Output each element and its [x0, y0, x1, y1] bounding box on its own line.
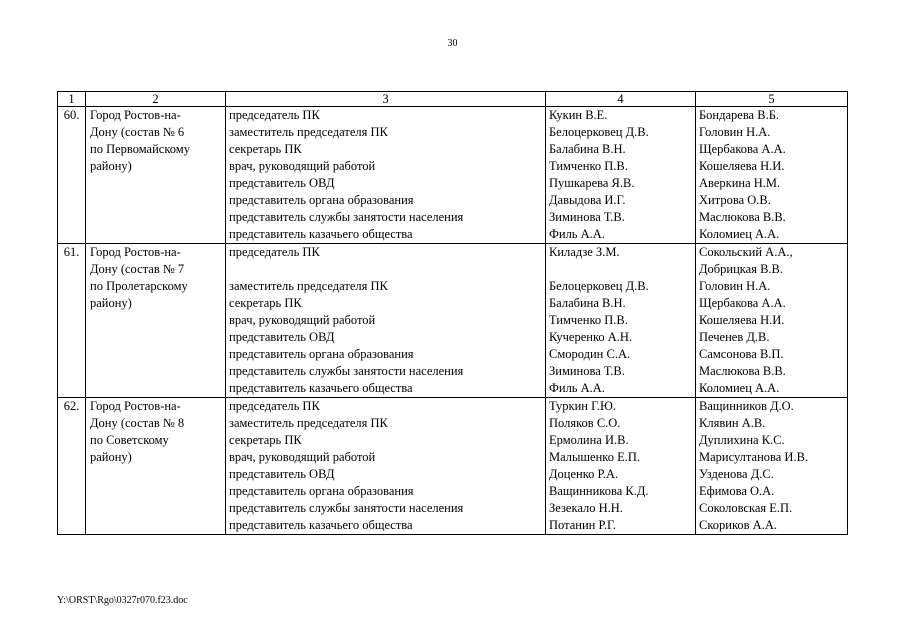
locality-line: Дону (состав № 7	[90, 262, 185, 276]
reserve-name: Аверкина Н.М.	[699, 176, 781, 190]
column-header-3: 3	[226, 92, 546, 107]
member-name: Балабина В.Н.	[549, 142, 626, 156]
locality-line: по Советскому	[90, 433, 169, 447]
member-name: Тимченко П.В.	[549, 159, 628, 173]
reserve-name: Ефимова О.А.	[699, 484, 775, 498]
reserve-name: Маслюкова В.В.	[699, 364, 786, 378]
locality-line: Дону (состав № 8	[90, 416, 185, 430]
locality-line: Город Ростов-на-	[90, 245, 181, 259]
role-line: заместитель председателя ПК	[229, 416, 388, 430]
role-line: председатель ПК	[229, 245, 320, 259]
column-header-5: 5	[696, 92, 848, 107]
member-name: Киладзе З.М.	[549, 245, 620, 259]
role-line: председатель ПК	[229, 399, 320, 413]
role-line: секретарь ПК	[229, 142, 302, 156]
member-name: Поляков С.О.	[549, 416, 621, 430]
member-cell	[546, 107, 696, 244]
table-row	[58, 107, 848, 244]
locality-line: Город Ростов-на-	[90, 399, 181, 413]
reserve-name: Головин Н.А.	[699, 125, 771, 139]
locality-line: району)	[90, 450, 132, 464]
member-name: Белоцерковец Д.В.	[549, 125, 649, 139]
member-name: Туркин Г.Ю.	[549, 399, 617, 413]
reserve-name: Маслюкова В.В.	[699, 210, 786, 224]
blank-line	[549, 261, 692, 278]
row-number: 60.	[58, 107, 86, 244]
locality-line: району)	[90, 159, 132, 173]
member-name: Пушкарева Я.В.	[549, 176, 635, 190]
role-line: секретарь ПК	[229, 296, 302, 310]
locality-line: Дону (состав № 6	[90, 125, 185, 139]
member-name: Доценко Р.А.	[549, 467, 619, 481]
member-name: Филь А.А.	[549, 227, 605, 241]
header-row	[58, 92, 848, 107]
member-name: Малышенко Е.П.	[549, 450, 640, 464]
reserve-name: Печенев Д.В.	[699, 330, 770, 344]
role-cell	[226, 398, 546, 535]
reserve-name: Узденова Д.С.	[699, 467, 774, 481]
reserve-name: Скориков А.А.	[699, 518, 777, 532]
role-line: представитель органа образования	[229, 193, 414, 207]
row-number: 61.	[58, 244, 86, 398]
member-name: Давыдова И.Г.	[549, 193, 626, 207]
reserve-name: Клявин А.В.	[699, 416, 766, 430]
member-name: Ермолина И.В.	[549, 433, 629, 447]
member-name: Зезекало Н.Н.	[549, 501, 623, 515]
column-header-1: 1	[58, 92, 86, 107]
role-line: заместитель председателя ПК	[229, 125, 388, 139]
commission-table	[57, 91, 848, 535]
member-name: Кучеренко А.Н.	[549, 330, 633, 344]
role-line: заместитель председателя ПК	[229, 279, 388, 293]
reserve-name: Головин Н.А.	[699, 279, 771, 293]
reserve-name: Самсонова В.П.	[699, 347, 784, 361]
member-name: Зиминова Т.В.	[549, 364, 625, 378]
locality-cell	[86, 398, 226, 535]
column-header-4: 4	[546, 92, 696, 107]
reserve-name: Бондарева В.Б.	[699, 108, 779, 122]
member-name: Смородин С.А.	[549, 347, 631, 361]
reserve-name: Ващинников Д.О.	[699, 399, 794, 413]
role-line: представитель казачьего общества	[229, 381, 413, 395]
locality-line: району)	[90, 296, 132, 310]
row-number: 62.	[58, 398, 86, 535]
locality-line: по Первомайскому	[90, 142, 190, 156]
role-line: представитель ОВД	[229, 467, 335, 481]
role-cell	[226, 107, 546, 244]
member-name: Кукин В.Е.	[549, 108, 608, 122]
member-cell	[546, 398, 696, 535]
member-cell	[546, 244, 696, 398]
member-name: Филь А.А.	[549, 381, 605, 395]
reserve-cell	[696, 244, 848, 398]
reserve-cell	[696, 107, 848, 244]
role-line: представитель службы занятости населения	[229, 364, 464, 378]
member-name: Белоцерковец Д.В.	[549, 279, 649, 293]
locality-line: по Пролетарскому	[90, 279, 188, 293]
reserve-name: Дуплихина К.С.	[699, 433, 785, 447]
role-cell	[226, 244, 546, 398]
member-name: Зиминова Т.В.	[549, 210, 625, 224]
locality-cell	[86, 244, 226, 398]
role-line: представитель службы занятости населения	[229, 501, 464, 515]
role-line: представитель органа образования	[229, 484, 414, 498]
reserve-name: Щербакова А.А.	[699, 296, 786, 310]
role-line: представитель казачьего общества	[229, 227, 413, 241]
member-name: Ващинникова К.Д.	[549, 484, 649, 498]
role-line: врач, руководящий работой	[229, 313, 376, 327]
reserve-name: Сокольский А.А.,	[699, 245, 793, 259]
role-line: врач, руководящий работой	[229, 159, 376, 173]
role-line: представитель органа образования	[229, 347, 414, 361]
reserve-name: Щербакова А.А.	[699, 142, 786, 156]
member-name: Тимченко П.В.	[549, 313, 628, 327]
role-line: представитель ОВД	[229, 176, 335, 190]
member-name: Потанин Р.Г.	[549, 518, 616, 532]
table-body	[58, 107, 848, 535]
blank-line	[229, 261, 542, 278]
role-line: председатель ПК	[229, 108, 320, 122]
reserve-name: Марисултанова И.В.	[699, 450, 809, 464]
member-name: Балабина В.Н.	[549, 296, 626, 310]
reserve-name: Соколовская Е.П.	[699, 501, 793, 515]
reserve-name: Коломиец А.А.	[699, 381, 780, 395]
reserve-name: Хитрова О.В.	[699, 193, 771, 207]
file-path-footer: Y:\ORST\Rgo\0327r070.f23.doc	[57, 595, 188, 606]
column-header-2: 2	[86, 92, 226, 107]
page-number: 30	[447, 38, 458, 49]
reserve-cell	[696, 398, 848, 535]
role-line: представитель казачьего общества	[229, 518, 413, 532]
reserve-name: Кошеляева Н.И.	[699, 159, 785, 173]
reserve-name: Кошеляева Н.И.	[699, 313, 785, 327]
locality-cell	[86, 107, 226, 244]
reserve-name: Коломиец А.А.	[699, 227, 780, 241]
table-row	[58, 398, 848, 535]
role-line: представитель ОВД	[229, 330, 335, 344]
role-line: врач, руководящий работой	[229, 450, 376, 464]
role-line: представитель службы занятости населения	[229, 210, 464, 224]
table-row	[58, 244, 848, 398]
role-line: секретарь ПК	[229, 433, 302, 447]
reserve-name: Добрицкая В.В.	[699, 262, 783, 276]
locality-line: Город Ростов-на-	[90, 108, 181, 122]
